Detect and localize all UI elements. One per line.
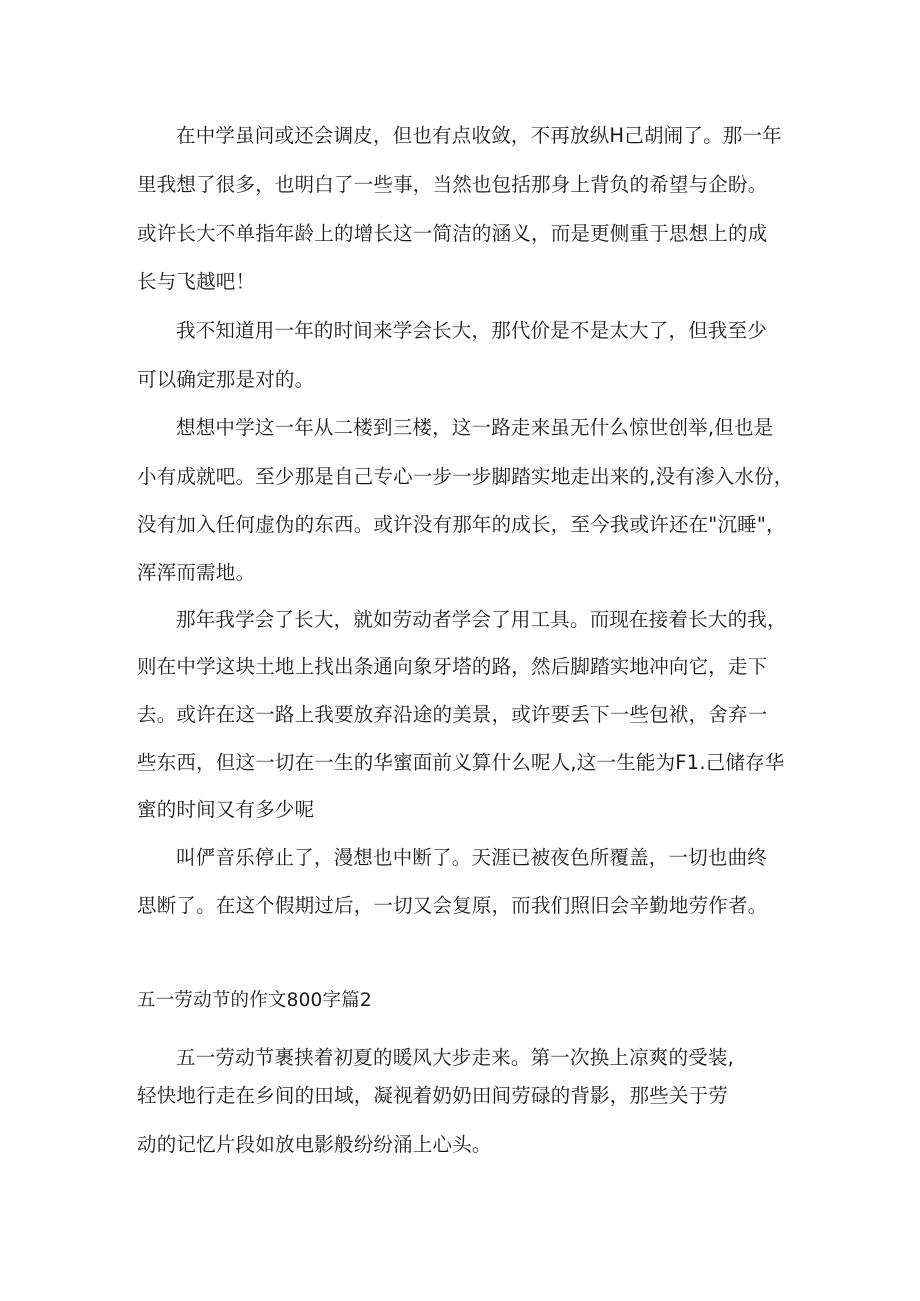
- paragraph-3-line-1: 想想中学这一年从二楼到三楼，这一路走来虽无什么惊世创举,但也是: [176, 416, 774, 439]
- paragraph-5-line-1: 叫俨音乐停止了，漫想也中断了。天涯已被夜色所覆盖，一切也曲终: [176, 846, 768, 869]
- paragraph-4-line-1: 那年我学会了长大，就如劳动者学会了用工具。而现在接着长大的我，: [176, 608, 787, 631]
- paragraph-4-line-2: 则在中学这块土地上找出条通向象牙塔的路，然后脚踏实地冲向它，走下: [137, 655, 768, 678]
- paragraph-3-line-3: 没有加入任何虚伪的东西。或许没有那年的成长，至今我或许还在"沉睡"，: [137, 513, 786, 536]
- section-2-line-3: 动的记忆片段如放电影般纷纷涌上心头。: [137, 1133, 492, 1156]
- paragraph-4-line-4: 些东西，但这一切在一生的华蜜面前义算什么呢人,这一生能为F1.己储存华: [137, 751, 785, 774]
- paragraph-1-line-3: 或许长大不单指年龄上的增长这一简洁的涵义，而是更侧重于思想上的成: [137, 222, 768, 245]
- section-heading: 五一劳动节的作文800字篇2: [137, 990, 372, 1011]
- paragraph-5-line-2: 思断了。在这个假期过后，一切又会复原，而我们照旧会辛勤地劳作者。: [137, 894, 768, 917]
- paragraph-1-line-4: 长与飞越吧！: [137, 270, 256, 293]
- paragraph-1-line-1: 在中学虽问或还会调皮，但也有点收敛，不再放纵H己胡闹了。那一年: [176, 124, 782, 147]
- paragraph-3-line-2: 小有成就吧。至少那是自己专心一步一步脚踏实地走出来的,没有渗入水份，: [137, 465, 794, 488]
- paragraph-2-line-2: 可以确定那是对的。: [137, 368, 315, 391]
- section-2-line-2: 轻快地行走在乡间的田域，凝视着奶奶田间劳碌的背影，那些关于劳: [137, 1084, 729, 1107]
- paragraph-1-line-2: 里我想了很多，也明白了一些事，当然也包括那身上背负的希望与企盼。: [137, 173, 768, 196]
- paragraph-4-line-5: 蜜的时间又有多少呢: [137, 798, 315, 821]
- paragraph-2-line-1: 我不知道用一年的时间来学会长大，那代价是不是太大了，但我至少: [176, 319, 768, 342]
- paragraph-3-line-4: 浑浑而需地。: [137, 561, 256, 584]
- section-2-line-1: 五一劳动节裹挟着初夏的暖风大步走来。第一次换上凉爽的受装,: [176, 1046, 734, 1069]
- paragraph-4-line-3: 去。或许在这一路上我要放弃沿途的美景，或许要丢下一些包袱，舍弃一: [137, 703, 768, 726]
